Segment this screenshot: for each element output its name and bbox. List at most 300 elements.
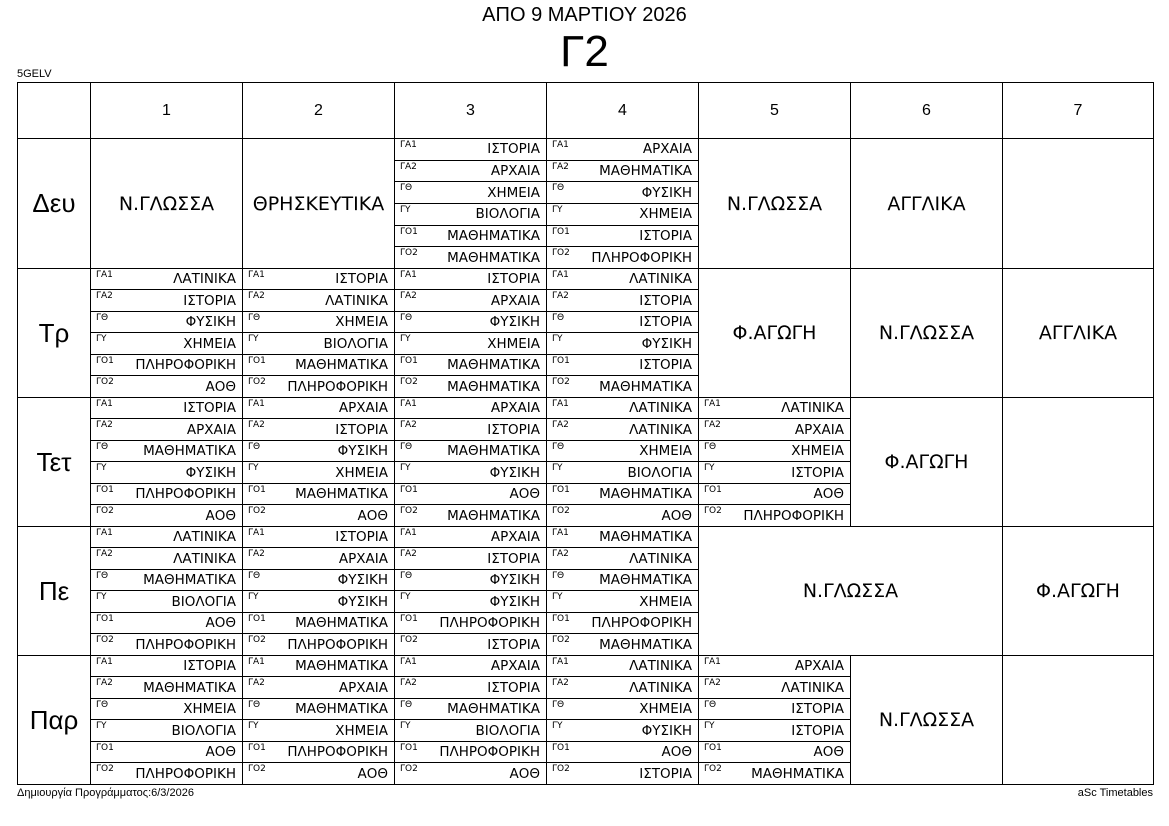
group-lesson bbox=[699, 763, 850, 784]
subject-name: ΒΙΟΛΟΓΙΑ bbox=[323, 335, 388, 352]
group-code: ΓΟ2 bbox=[552, 764, 570, 775]
group-row bbox=[91, 269, 242, 290]
group-row bbox=[91, 698, 242, 720]
group-lesson bbox=[243, 527, 394, 548]
group-code: ΓΑ1 bbox=[96, 657, 113, 667]
group-row bbox=[243, 612, 394, 634]
group-row bbox=[243, 354, 394, 376]
group-lesson bbox=[547, 698, 698, 720]
group-code: ΓΥ bbox=[400, 204, 411, 215]
subject-name: ΒΙΟΛΟΓΙΑ bbox=[171, 593, 236, 610]
group-row bbox=[243, 741, 394, 763]
lesson-cell-split bbox=[243, 527, 395, 656]
group-code: ΓΘ bbox=[96, 699, 109, 710]
group-lesson bbox=[699, 440, 850, 462]
group-lesson bbox=[547, 591, 698, 613]
group-lesson bbox=[243, 311, 394, 333]
subject-name: ΑΡΧΑΙΑ bbox=[186, 421, 236, 438]
subject-name: ΜΑΘΗΜΑΤΙΚΑ bbox=[751, 765, 844, 782]
subject-name: ΦΥΣΙΚΗ bbox=[489, 464, 540, 481]
group-row bbox=[547, 612, 698, 634]
group-row bbox=[547, 656, 698, 677]
group-row bbox=[91, 720, 242, 742]
subject-name: ΙΣΤΟΡΙΑ bbox=[335, 271, 388, 288]
group-row bbox=[699, 698, 850, 720]
subject-name: ΙΣΤΟΡΙΑ bbox=[487, 271, 540, 288]
group-row bbox=[395, 247, 546, 268]
subject-name: ΙΣΤΟΡΙΑ bbox=[183, 658, 236, 675]
period-header-5: 5 bbox=[699, 83, 851, 139]
group-row bbox=[395, 548, 546, 570]
group-code: ΓΥ bbox=[552, 592, 563, 603]
lesson-cell-split bbox=[547, 269, 699, 398]
group-code: ΓΑ2 bbox=[96, 420, 113, 431]
group-row bbox=[547, 569, 698, 591]
group-lesson bbox=[91, 419, 242, 441]
group-row bbox=[243, 290, 394, 312]
group-code: ΓΥ bbox=[248, 721, 259, 732]
group-list bbox=[547, 398, 698, 526]
subject-name: ΠΛΗΡΟΦΟΡΙΚΗ bbox=[135, 486, 236, 503]
group-code: ΓΥ bbox=[704, 463, 715, 474]
group-list bbox=[395, 269, 546, 397]
subject-name: ΙΣΤΟΡΙΑ bbox=[487, 421, 540, 438]
group-list bbox=[91, 527, 242, 655]
subject-name: ΜΑΘΗΜΑΤΙΚΑ bbox=[599, 529, 692, 546]
group-code: ΓΟ2 bbox=[400, 248, 418, 259]
group-code: ΓΥ bbox=[96, 334, 107, 345]
lesson-cell: Φ.ΑΓΩΓΗ bbox=[699, 269, 851, 398]
group-code: ΓΟ1 bbox=[248, 742, 266, 753]
group-code: ΓΟ2 bbox=[552, 506, 570, 517]
group-lesson bbox=[699, 419, 850, 441]
group-lesson bbox=[395, 311, 546, 333]
subject-name: ΜΑΘΗΜΑΤΙΚΑ bbox=[143, 572, 236, 589]
subject-name: ΦΥΣΙΚΗ bbox=[489, 314, 540, 331]
group-code: ΓΑ2 bbox=[400, 291, 417, 302]
group-code: ΓΘ bbox=[96, 570, 109, 581]
group-lesson bbox=[699, 462, 850, 484]
group-code: ΓΟ2 bbox=[400, 635, 418, 646]
lesson-cell-split bbox=[395, 527, 547, 656]
group-code: ΓΘ bbox=[552, 312, 565, 323]
group-code: ΓΘ bbox=[552, 570, 565, 581]
group-row bbox=[547, 741, 698, 763]
subject-name: ΙΣΤΟΡΙΑ bbox=[487, 636, 540, 653]
lesson-cell-split bbox=[699, 656, 851, 785]
group-row bbox=[547, 269, 698, 290]
group-lesson bbox=[547, 656, 698, 677]
group-lesson bbox=[243, 419, 394, 441]
group-code: ΓΘ bbox=[96, 441, 109, 452]
subject-name: ΧΗΜΕΙΑ bbox=[335, 722, 388, 739]
subject-name: ΠΛΗΡΟΦΟΡΙΚΗ bbox=[439, 615, 540, 632]
group-code: ΓΑ2 bbox=[248, 678, 265, 689]
subject-name: ΑΟΘ bbox=[813, 486, 844, 503]
group-row bbox=[547, 311, 698, 333]
group-lesson bbox=[395, 656, 546, 677]
subject-name: ΧΗΜΕΙΑ bbox=[639, 593, 692, 610]
group-code: ΓΟ2 bbox=[96, 635, 114, 646]
group-lesson bbox=[395, 419, 546, 441]
subject-name: ΜΑΘΗΜΑΤΙΚΑ bbox=[295, 658, 388, 675]
group-lesson bbox=[243, 720, 394, 742]
group-code: ΓΘ bbox=[552, 183, 565, 194]
group-code: ΓΟ2 bbox=[552, 377, 570, 388]
period-header-3: 3 bbox=[395, 83, 547, 139]
group-row bbox=[91, 763, 242, 784]
group-code: ΓΟ2 bbox=[248, 635, 266, 646]
subject-name: ΛΑΤΙΝΙΚΑ bbox=[629, 550, 692, 567]
group-row bbox=[699, 462, 850, 484]
subject-name: ΠΛΗΡΟΦΟΡΙΚΗ bbox=[135, 357, 236, 374]
group-code: ΓΟ1 bbox=[400, 742, 418, 753]
group-row bbox=[395, 720, 546, 742]
subject-name: ΜΑΘΗΜΑΤΙΚΑ bbox=[143, 443, 236, 460]
subject-name: ΒΙΟΛΟΓΙΑ bbox=[627, 464, 692, 481]
subject-name: ΙΣΤΟΡΙΑ bbox=[487, 679, 540, 696]
group-row bbox=[243, 720, 394, 742]
subject-name: ΑΡΧΑΙΑ bbox=[794, 421, 844, 438]
group-code: ΓΟ2 bbox=[400, 506, 418, 517]
subject-name: ΑΟΘ bbox=[509, 765, 540, 782]
group-row bbox=[547, 505, 698, 526]
group-row bbox=[243, 333, 394, 355]
group-row bbox=[547, 483, 698, 505]
group-code: ΓΟ1 bbox=[96, 613, 114, 624]
group-row bbox=[547, 634, 698, 655]
group-row bbox=[395, 376, 546, 397]
lesson-cell-split bbox=[547, 398, 699, 527]
subject-name: ΛΑΤΙΝΙΚΑ bbox=[629, 679, 692, 696]
group-row bbox=[547, 548, 698, 570]
subject-name: ΛΑΤΙΝΙΚΑ bbox=[173, 550, 236, 567]
group-code: ΓΟ1 bbox=[96, 742, 114, 753]
created-date: Δημιουργία Προγράμματος:6/3/2026 bbox=[17, 787, 194, 799]
group-lesson bbox=[547, 569, 698, 591]
group-lesson bbox=[243, 462, 394, 484]
subject-name: ΧΗΜΕΙΑ bbox=[639, 701, 692, 718]
school-code: 5GELV bbox=[17, 68, 52, 80]
subject-name: ΑΡΧΑΙΑ bbox=[338, 679, 388, 696]
group-row bbox=[91, 311, 242, 333]
group-code: ΓΑ1 bbox=[400, 528, 417, 538]
group-lesson bbox=[547, 634, 698, 655]
group-lesson bbox=[699, 741, 850, 763]
group-code: ΓΑ1 bbox=[552, 528, 569, 538]
group-row bbox=[91, 354, 242, 376]
subject-name: ΑΟΘ bbox=[205, 744, 236, 761]
group-lesson bbox=[395, 333, 546, 355]
group-code: ΓΑ1 bbox=[248, 399, 265, 409]
group-code: ΓΘ bbox=[248, 441, 261, 452]
subject-name: ΑΟΘ bbox=[205, 378, 236, 395]
group-list bbox=[547, 656, 698, 784]
group-lesson bbox=[395, 376, 546, 397]
group-row bbox=[395, 203, 546, 225]
group-code: ΓΘ bbox=[248, 570, 261, 581]
group-lesson bbox=[547, 160, 698, 182]
subject-name: ΧΗΜΕΙΑ bbox=[183, 335, 236, 352]
group-lesson bbox=[91, 333, 242, 355]
group-code: ΓΥ bbox=[552, 463, 563, 474]
group-list bbox=[395, 527, 546, 655]
group-row bbox=[91, 612, 242, 634]
group-code: ΓΑ2 bbox=[400, 678, 417, 689]
subject-name: ΜΑΘΗΜΑΤΙΚΑ bbox=[295, 615, 388, 632]
group-lesson bbox=[395, 677, 546, 699]
group-code: ΓΟ1 bbox=[400, 484, 418, 495]
group-code: ΓΟ1 bbox=[96, 355, 114, 366]
lesson-cell-split bbox=[91, 527, 243, 656]
group-lesson bbox=[243, 591, 394, 613]
group-lesson bbox=[395, 698, 546, 720]
subject-name: ΑΟΘ bbox=[661, 744, 692, 761]
group-row bbox=[243, 698, 394, 720]
group-lesson bbox=[547, 505, 698, 526]
period-header-7: 7 bbox=[1003, 83, 1154, 139]
group-code: ΓΑ1 bbox=[704, 657, 721, 667]
group-lesson bbox=[699, 483, 850, 505]
group-row bbox=[547, 203, 698, 225]
group-row bbox=[395, 483, 546, 505]
group-lesson bbox=[395, 720, 546, 742]
lesson-cell: Ν.ΓΛΩΣΣΑ bbox=[851, 269, 1003, 398]
group-code: ΓΑ2 bbox=[96, 291, 113, 302]
lesson-cell: Ν.ΓΛΩΣΣΑ bbox=[851, 656, 1003, 785]
group-code: ΓΥ bbox=[400, 721, 411, 732]
group-code: ΓΟ2 bbox=[248, 764, 266, 775]
group-code: ΓΥ bbox=[552, 204, 563, 215]
group-row bbox=[243, 376, 394, 397]
subject-name: ΦΥΣΙΚΗ bbox=[641, 184, 692, 201]
group-code: ΓΟ2 bbox=[96, 764, 114, 775]
group-code: ΓΥ bbox=[400, 463, 411, 474]
group-code: ΓΥ bbox=[400, 334, 411, 345]
subject-name: ΒΙΟΛΟΓΙΑ bbox=[171, 722, 236, 739]
group-row bbox=[395, 741, 546, 763]
group-lesson bbox=[243, 741, 394, 763]
subject-name: ΑΡΧΑΙΑ bbox=[490, 292, 540, 309]
group-row bbox=[395, 311, 546, 333]
group-row bbox=[547, 398, 698, 419]
empty-cell bbox=[1003, 139, 1154, 269]
group-code: ΓΥ bbox=[552, 334, 563, 345]
subject-name: ΧΗΜΕΙΑ bbox=[791, 443, 844, 460]
group-row bbox=[395, 440, 546, 462]
subject-name: ΛΑΤΙΝΙΚΑ bbox=[325, 292, 388, 309]
group-code: ΓΑ2 bbox=[400, 549, 417, 560]
group-lesson bbox=[243, 569, 394, 591]
subject-name: ΙΣΤΟΡΙΑ bbox=[639, 292, 692, 309]
group-code: ΓΘ bbox=[552, 441, 565, 452]
group-list bbox=[91, 656, 242, 784]
group-lesson bbox=[395, 634, 546, 655]
group-code: ΓΥ bbox=[552, 721, 563, 732]
group-row bbox=[699, 741, 850, 763]
group-lesson bbox=[547, 269, 698, 290]
group-row bbox=[547, 462, 698, 484]
group-code: ΓΥ bbox=[248, 592, 259, 603]
timetable bbox=[17, 82, 1154, 785]
group-row bbox=[547, 290, 698, 312]
subject-name: ΙΣΤΟΡΙΑ bbox=[487, 141, 540, 158]
group-code: ΓΑ1 bbox=[96, 270, 113, 280]
group-row bbox=[547, 763, 698, 784]
group-code: ΓΟ1 bbox=[248, 613, 266, 624]
group-code: ΓΑ1 bbox=[248, 657, 265, 667]
group-code: ΓΘ bbox=[400, 441, 413, 452]
day-row bbox=[18, 527, 1154, 656]
group-lesson bbox=[395, 354, 546, 376]
group-lesson bbox=[91, 634, 242, 655]
group-row bbox=[699, 440, 850, 462]
group-lesson bbox=[699, 656, 850, 677]
group-lesson bbox=[395, 462, 546, 484]
period-header-6: 6 bbox=[851, 83, 1003, 139]
group-code: ΓΥ bbox=[400, 592, 411, 603]
day-row bbox=[18, 269, 1154, 398]
subject-name: ΦΥΣΙΚΗ bbox=[641, 335, 692, 352]
subject-name: ΦΥΣΙΚΗ bbox=[185, 464, 236, 481]
subject-name: ΜΑΘΗΜΑΤΙΚΑ bbox=[447, 507, 540, 524]
group-code: ΓΥ bbox=[704, 721, 715, 732]
subject-name: ΑΡΧΑΙΑ bbox=[490, 162, 540, 179]
subject-name: ΜΑΘΗΜΑΤΙΚΑ bbox=[599, 162, 692, 179]
group-lesson bbox=[91, 569, 242, 591]
group-list bbox=[395, 139, 546, 268]
group-row bbox=[547, 160, 698, 182]
group-code: ΓΟ2 bbox=[400, 377, 418, 388]
group-lesson bbox=[243, 677, 394, 699]
group-lesson bbox=[243, 333, 394, 355]
group-code: ΓΘ bbox=[400, 312, 413, 323]
group-lesson bbox=[547, 333, 698, 355]
lesson-cell-split bbox=[395, 139, 547, 269]
subject-name: ΙΣΤΟΡΙΑ bbox=[791, 722, 844, 739]
group-list bbox=[699, 398, 850, 526]
group-row bbox=[395, 656, 546, 677]
subject-name: ΧΗΜΕΙΑ bbox=[487, 184, 540, 201]
group-lesson bbox=[91, 483, 242, 505]
subject-name: ΦΥΣΙΚΗ bbox=[489, 593, 540, 610]
group-row bbox=[243, 505, 394, 526]
group-row bbox=[243, 483, 394, 505]
subject-name: ΑΡΧΑΙΑ bbox=[794, 658, 844, 675]
group-lesson bbox=[91, 548, 242, 570]
group-row bbox=[243, 591, 394, 613]
subject-name: ΜΑΘΗΜΑΤΙΚΑ bbox=[295, 486, 388, 503]
subject-name: ΜΑΘΗΜΑΤΙΚΑ bbox=[447, 357, 540, 374]
group-lesson bbox=[395, 591, 546, 613]
group-lesson bbox=[91, 440, 242, 462]
lesson-cell-split bbox=[91, 398, 243, 527]
group-lesson bbox=[699, 398, 850, 419]
lesson-cell-split bbox=[395, 269, 547, 398]
group-lesson bbox=[243, 634, 394, 655]
group-row bbox=[91, 290, 242, 312]
lesson-cell: ΑΓΓΛΙΚΑ bbox=[1003, 269, 1154, 398]
group-code: ΓΑ2 bbox=[552, 420, 569, 431]
group-lesson bbox=[547, 290, 698, 312]
subject-name: ΛΑΤΙΝΙΚΑ bbox=[629, 658, 692, 675]
subject-name: ΧΗΜΕΙΑ bbox=[639, 206, 692, 223]
group-code: ΓΟ1 bbox=[248, 484, 266, 495]
group-row bbox=[699, 505, 850, 526]
group-row bbox=[395, 354, 546, 376]
group-code: ΓΘ bbox=[248, 699, 261, 710]
group-row bbox=[395, 290, 546, 312]
group-lesson bbox=[395, 139, 546, 160]
group-lesson bbox=[91, 612, 242, 634]
group-code: ΓΟ1 bbox=[552, 484, 570, 495]
group-row bbox=[395, 333, 546, 355]
group-row bbox=[243, 634, 394, 655]
group-code: ΓΟ1 bbox=[96, 484, 114, 495]
group-row bbox=[91, 527, 242, 548]
group-code: ΓΥ bbox=[96, 463, 107, 474]
lesson-cell-split bbox=[395, 656, 547, 785]
group-lesson bbox=[91, 505, 242, 526]
group-row bbox=[547, 376, 698, 397]
group-code: ΓΘ bbox=[704, 699, 717, 710]
group-row bbox=[91, 440, 242, 462]
subject-name: ΛΑΤΙΝΙΚΑ bbox=[629, 271, 692, 288]
group-row bbox=[91, 333, 242, 355]
subject-name: ΦΥΣΙΚΗ bbox=[337, 443, 388, 460]
group-row bbox=[243, 548, 394, 570]
lesson-cell: ΑΓΓΛΙΚΑ bbox=[851, 139, 1003, 269]
period-header-2: 2 bbox=[243, 83, 395, 139]
subject-name: ΜΑΘΗΜΑΤΙΚΑ bbox=[447, 249, 540, 266]
lesson-cell: Ν.ΓΛΩΣΣΑ bbox=[699, 527, 1003, 656]
group-row bbox=[699, 398, 850, 419]
group-lesson bbox=[547, 763, 698, 784]
group-row bbox=[395, 591, 546, 613]
group-lesson bbox=[547, 139, 698, 160]
group-row bbox=[91, 569, 242, 591]
subject-name: ΙΣΤΟΡΙΑ bbox=[791, 701, 844, 718]
group-lesson bbox=[395, 741, 546, 763]
class-title: Γ2 bbox=[560, 27, 609, 76]
group-row bbox=[243, 527, 394, 548]
group-row bbox=[547, 333, 698, 355]
group-row bbox=[91, 505, 242, 526]
group-code: ΓΑ2 bbox=[248, 420, 265, 431]
subject-name: ΑΟΘ bbox=[357, 765, 388, 782]
group-lesson bbox=[547, 741, 698, 763]
group-row bbox=[395, 419, 546, 441]
group-row bbox=[395, 462, 546, 484]
subject-name: ΙΣΤΟΡΙΑ bbox=[791, 464, 844, 481]
group-lesson bbox=[395, 527, 546, 548]
group-list bbox=[243, 269, 394, 397]
lesson-cell-split bbox=[547, 527, 699, 656]
group-code: ΓΟ1 bbox=[400, 355, 418, 366]
group-row bbox=[243, 398, 394, 419]
lesson-cell-split bbox=[243, 398, 395, 527]
subject-name: ΜΑΘΗΜΑΤΙΚΑ bbox=[447, 701, 540, 718]
group-lesson bbox=[91, 527, 242, 548]
day-row bbox=[18, 139, 1154, 269]
group-code: ΓΟ1 bbox=[400, 613, 418, 624]
subject-name: ΜΑΘΗΜΑΤΙΚΑ bbox=[143, 679, 236, 696]
group-lesson bbox=[395, 612, 546, 634]
group-lesson bbox=[395, 763, 546, 784]
day-name: Δευ bbox=[18, 139, 91, 269]
group-lesson bbox=[91, 763, 242, 784]
group-list bbox=[243, 527, 394, 655]
